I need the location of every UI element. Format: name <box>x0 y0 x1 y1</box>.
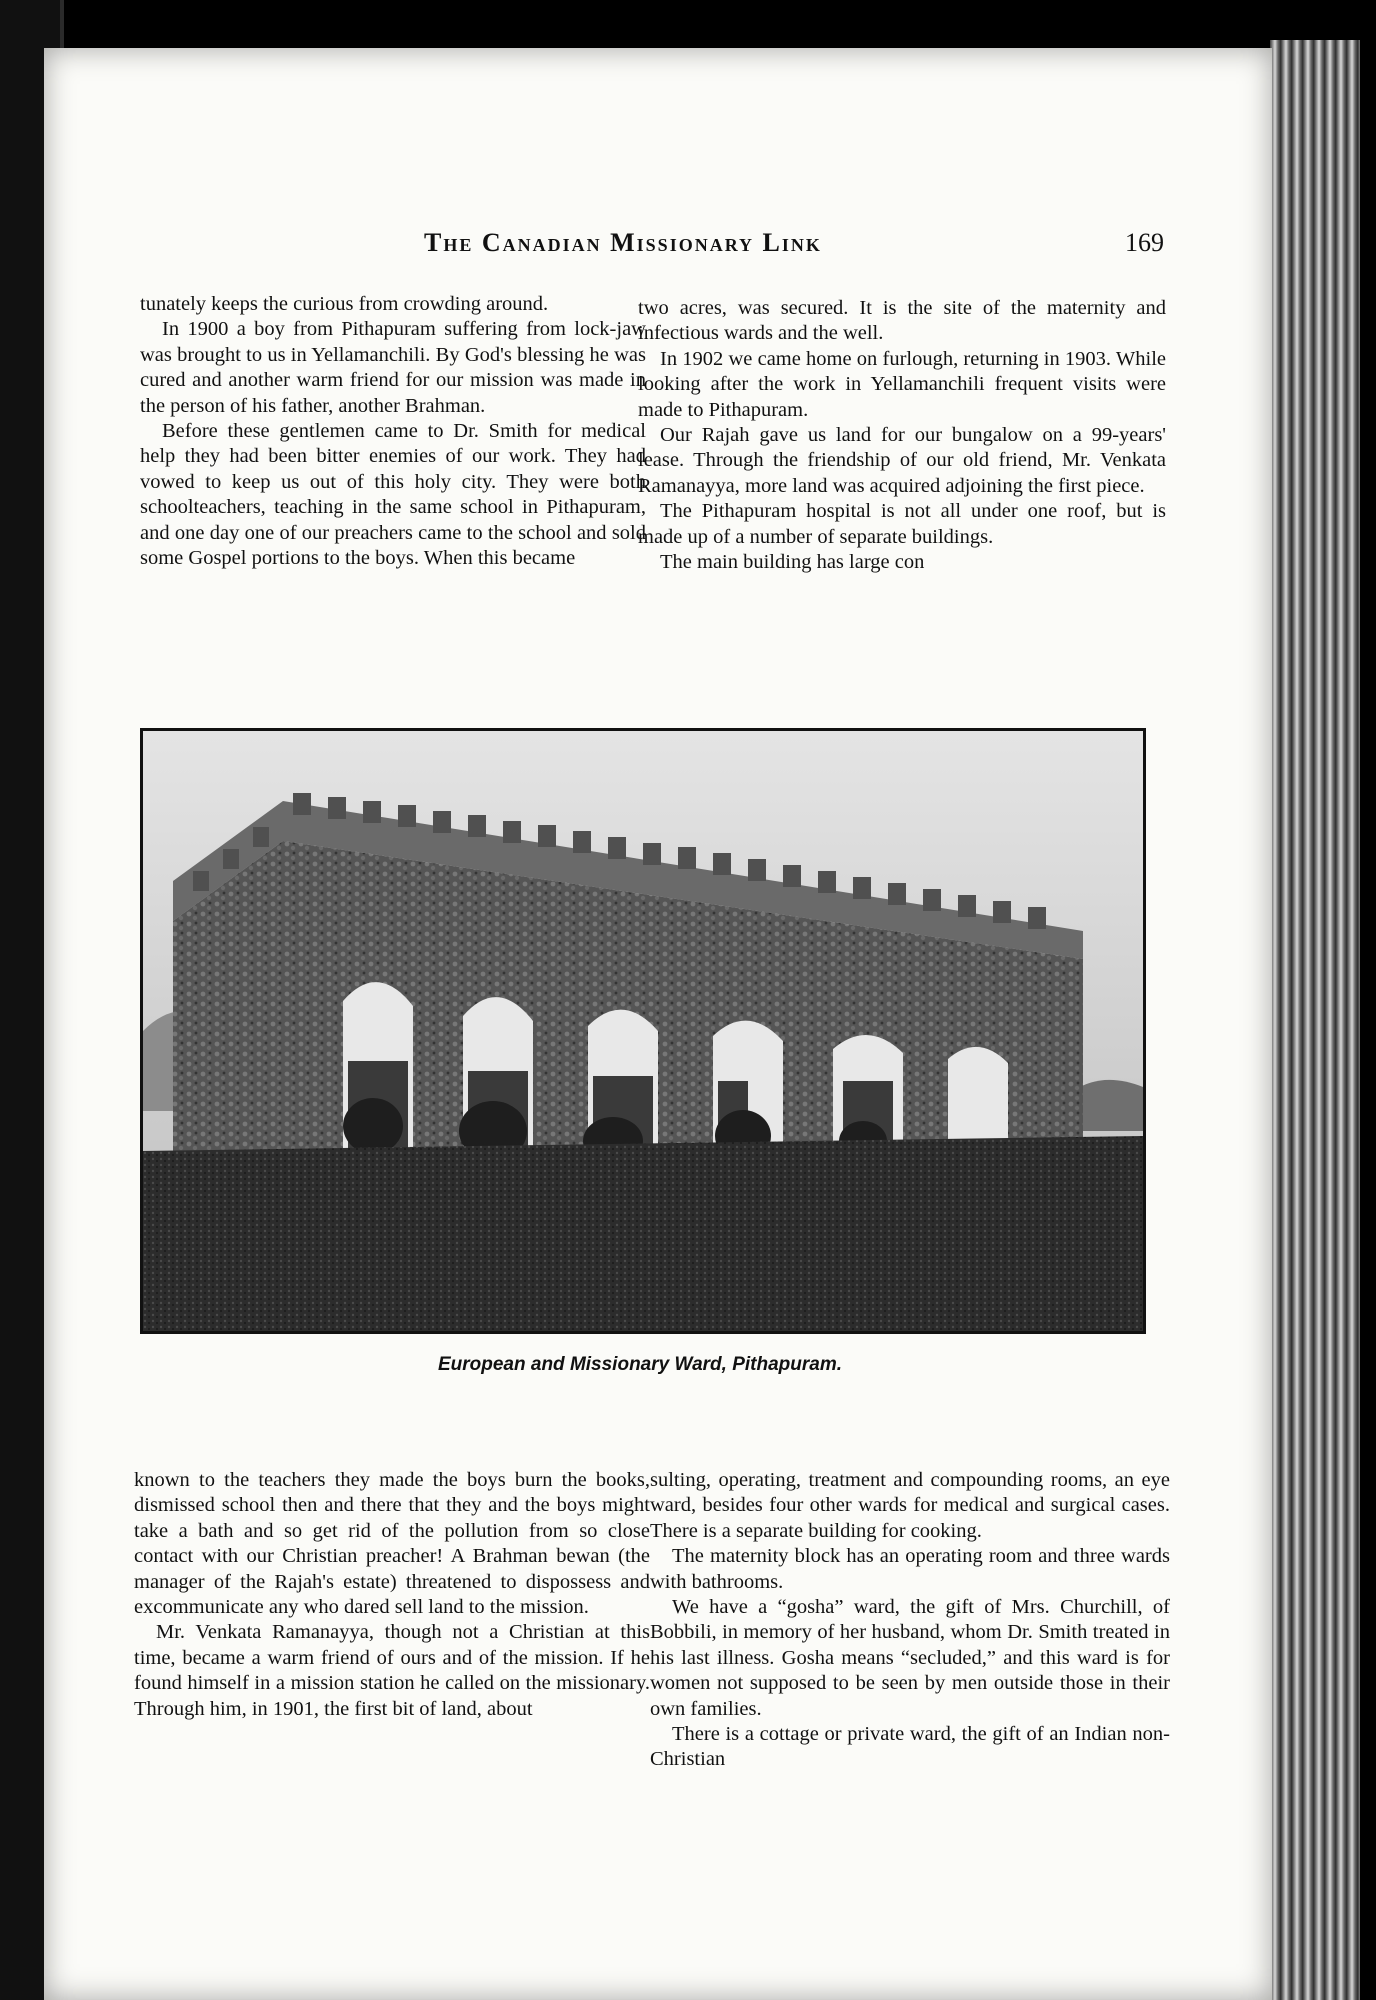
paragraph: In 1902 we came home on furlough, returning in 1903. While looking after the work in Yellamanchili frequent visits were made to Pithapuram. <box>638 347 1166 421</box>
paragraph: We have a “gosha” ward, the gift of Mrs. Churchill, of Bobbili, in memory of her husband, whom Dr. Smith treated in his last illness. Gosha means “secluded,” and this ward is for women not supposed to be seen by men outside those in their own families. <box>650 1596 1170 1720</box>
ward-building-image <box>143 731 1143 1331</box>
column-top-right <box>638 296 1166 575</box>
photo-caption: European and Missionary Ward, Pithapuram. <box>437 1354 842 1375</box>
page-number: 169 <box>1125 228 1164 257</box>
column-bottom-left <box>134 1468 650 1722</box>
paragraph: The main building has large con <box>660 551 925 574</box>
paragraph: The maternity block has an operating room and three wards with bathrooms. <box>650 1545 1170 1593</box>
column-bottom-right <box>650 1468 1170 1773</box>
paragraph: two acres, was secured. It is the site of the maternity and infectious wards and the well. <box>638 297 1166 345</box>
building-photograph <box>140 728 1146 1334</box>
paragraph: There is a cottage or private ward, the gift of an Indian non-Christian <box>650 1723 1170 1771</box>
paragraph: Mr. Venkata Ramanayya, though not a Christian at this time, became a warm friend of ours and of the mission. If he found himself in a mission station he called on the missionary. Through him, in 1901, the first bit of land, about <box>134 1621 650 1720</box>
paragraph: The Pithapuram hospital is not all under one roof, but is made up of a number of separate buildings. <box>638 500 1166 548</box>
document-page <box>44 48 1272 2000</box>
running-header: The Canadian Missionary Link <box>424 228 822 257</box>
paragraph: tunately keeps the curious from crowding around. <box>140 293 549 315</box>
column-top-left <box>140 292 646 571</box>
paragraph: known to the teachers they made the boys burn the books, dismissed school then and there that they and the boys might take a bath and so get rid of the pollution from so close contact with our Christian preacher! A Brahman bewan (the manager of the Rajah's estate) threatened to dispossess and excommunicate any who dared sell land to the mission. <box>134 1469 650 1619</box>
book-page-edges <box>1270 40 1360 2000</box>
paragraph: In 1900 a boy from Pithapuram suffering from lock-jaw was brought to us in Yellamanchili. By God's blessing he was cured and another warm friend for our mission was made in the person of his father, another Brahman. <box>140 318 646 417</box>
paragraph: Our Rajah gave us land for our bungalow on a 99-years' lease. Through the friendship of our old friend, Mr. Venkata Ramanayya, more land was acquired adjoining the first piece. <box>638 424 1166 497</box>
paragraph: Before these gentlemen came to Dr. Smith for medical help they had been bitter enemies of our work. They had vowed to keep us out of this holy city. They were both schoolteachers, teaching in the same school in Pithapuram, and one day one of our preachers came to the school and sold some Gospel portions to the boys. When this became <box>140 420 646 570</box>
paragraph: sulting, operating, treatment and compounding rooms, an eye ward, besides four other wards for medical and surgical cases. There is a separate building for cooking. <box>650 1469 1170 1542</box>
